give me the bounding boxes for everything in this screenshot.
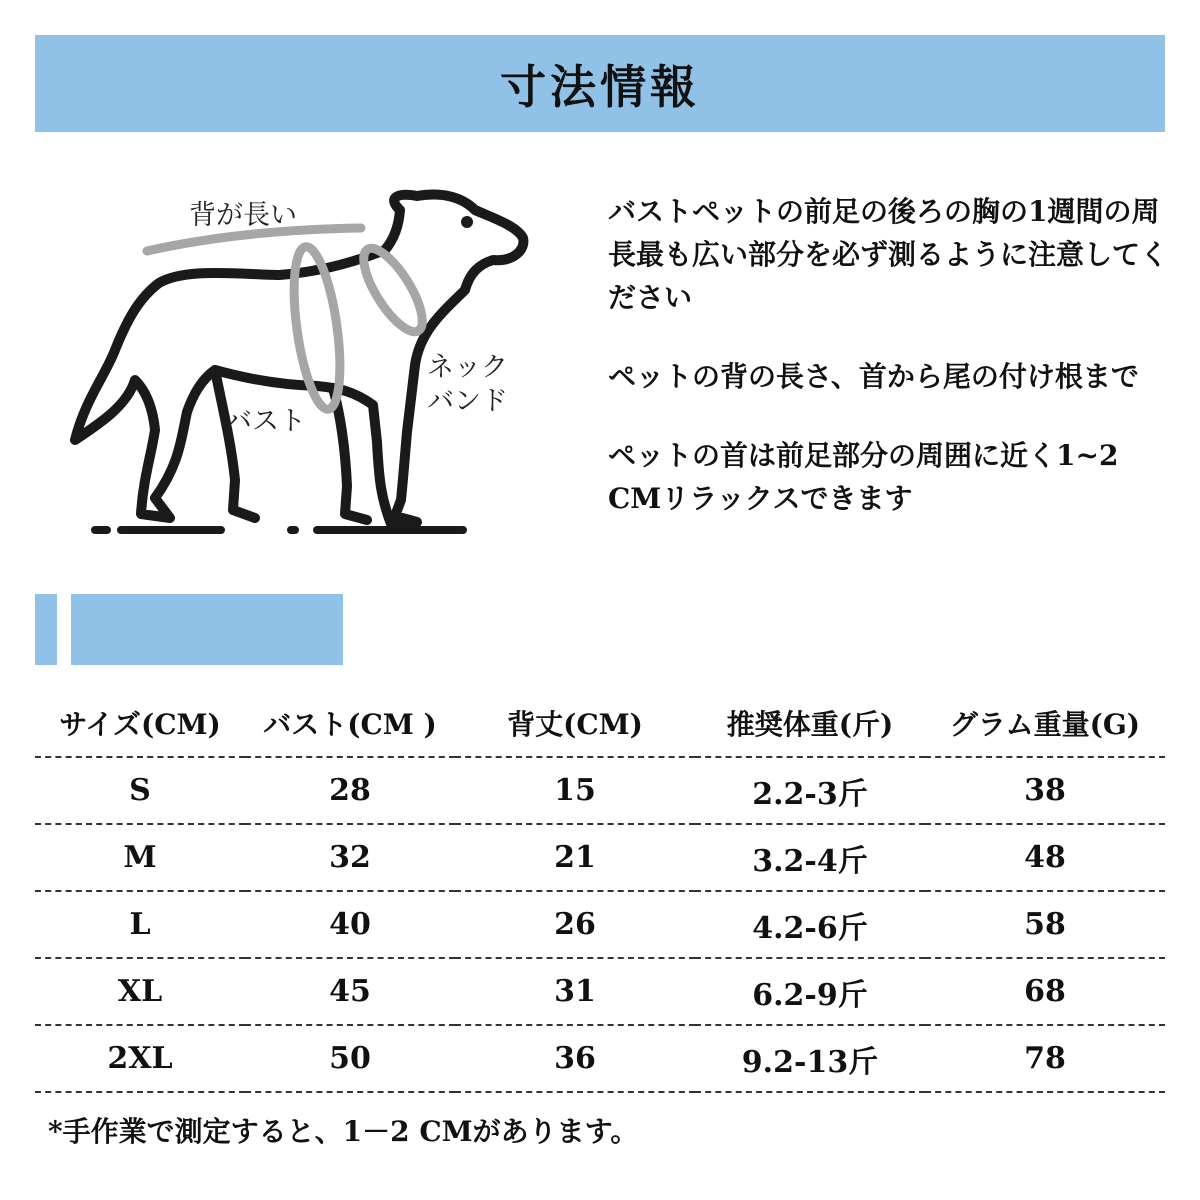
cell-back-length: 31 <box>455 958 695 1025</box>
title-banner <box>35 35 1165 132</box>
note-neck: ペットの首は前足部分の周囲に近く1~2 CMリラックスできます <box>608 439 1119 515</box>
footnote: *手作業で測定すると、1－2 CMがあります。 <box>48 1115 639 1148</box>
cell-grams: 58 <box>925 891 1165 958</box>
cell-size: XL <box>35 958 245 1025</box>
cell-bust: 45 <box>245 958 455 1025</box>
back-length-line <box>147 228 361 251</box>
cell-size: L <box>35 891 245 958</box>
cell-back-length: 15 <box>455 757 695 824</box>
header-size: サイズ(CM) <box>35 690 245 757</box>
dog-measurement-diagram <box>55 180 545 550</box>
section-accent-small <box>35 594 57 665</box>
cell-size: S <box>35 757 245 824</box>
cell-grams: 48 <box>925 824 1165 891</box>
page-title: 寸法情報 <box>500 59 700 114</box>
cell-bust: 32 <box>245 824 455 891</box>
table-row <box>35 891 1165 958</box>
cell-back-length: 21 <box>455 824 695 891</box>
cell-grams: 68 <box>925 958 1165 1025</box>
header-bust: バスト(CM ) <box>245 690 455 757</box>
measurement-notes <box>608 190 1168 556</box>
cell-bust: 28 <box>245 757 455 824</box>
cell-back-length: 36 <box>455 1025 695 1092</box>
cell-weight: 6.2-9斤 <box>695 958 925 1025</box>
label-neck-band-1: ネック <box>427 352 508 383</box>
section-accent-wide <box>71 594 343 665</box>
cell-grams: 78 <box>925 1025 1165 1092</box>
cell-bust: 50 <box>245 1025 455 1092</box>
cell-weight: 3.2-4斤 <box>695 824 925 891</box>
header-gram-weight: グラム重量(G) <box>925 690 1165 757</box>
note-bust: バストペットの前足の後ろの胸の1週間の周長最も広い部分を必ず測るように注意してください <box>608 195 1169 314</box>
cell-grams: 38 <box>925 757 1165 824</box>
cell-size: 2XL <box>35 1025 245 1092</box>
cell-weight: 2.2-3斤 <box>695 757 925 824</box>
table-row <box>35 757 1165 824</box>
table-row <box>35 958 1165 1025</box>
table-row <box>35 824 1165 891</box>
cell-back-length: 26 <box>455 891 695 958</box>
cell-weight: 4.2-6斤 <box>695 891 925 958</box>
neck-ring <box>353 240 433 339</box>
header-back-length: 背丈(CM) <box>455 690 695 757</box>
cell-bust: 40 <box>245 891 455 958</box>
cell-weight: 9.2-13斤 <box>695 1025 925 1092</box>
dog-rear-leg <box>215 370 255 518</box>
dog-eye <box>461 216 473 228</box>
dog-illustration <box>55 180 545 550</box>
label-neck-band-2: バンド <box>427 386 508 417</box>
header-recommended-weight: 推奨体重(斤) <box>695 690 925 757</box>
cell-size: M <box>35 824 245 891</box>
label-bust: バスト <box>225 406 306 437</box>
label-back-length: 背が長い <box>189 200 297 231</box>
note-back-length: ペットの背の長さ、首から尾の付け根まで <box>608 360 1139 393</box>
size-table <box>35 690 1165 1093</box>
dog-inner-leg <box>333 388 367 520</box>
table-row <box>35 1025 1165 1092</box>
table-header-row <box>35 690 1165 757</box>
